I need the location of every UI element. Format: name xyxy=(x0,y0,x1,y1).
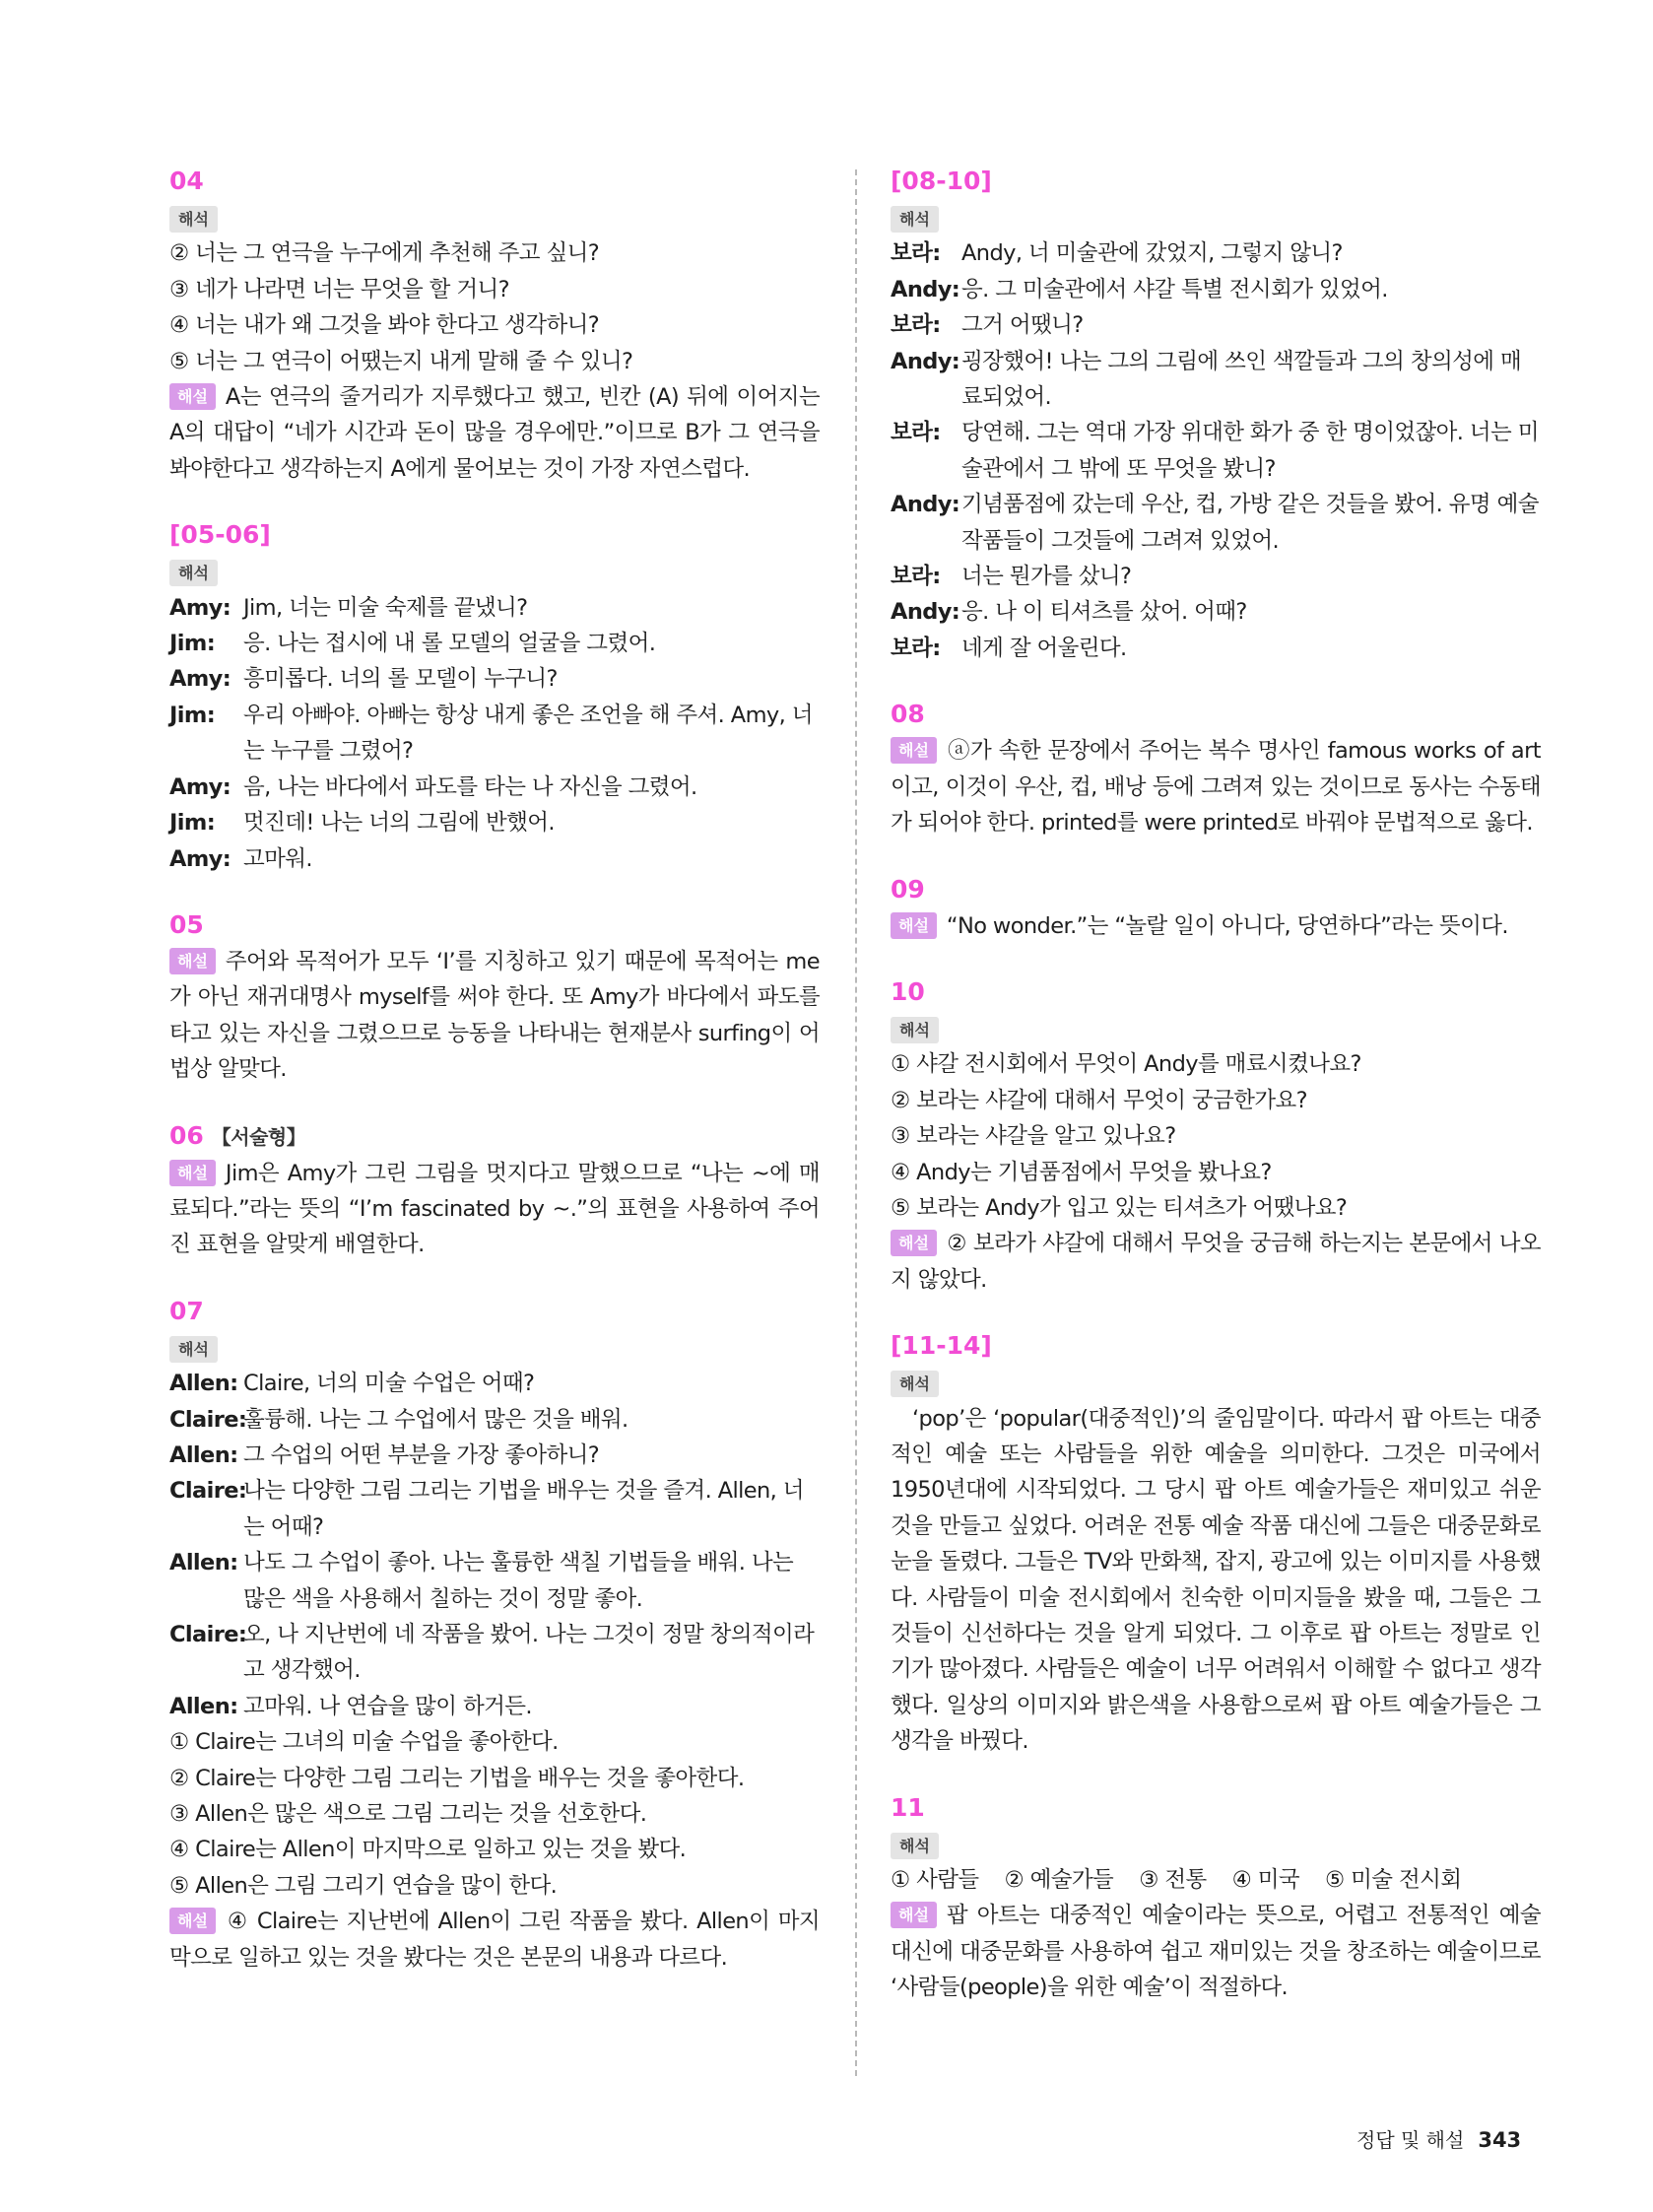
dialogue-line xyxy=(169,1689,820,1724)
answer-option: ② 너는 그 연극을 누구에게 추천해 주고 싶니? xyxy=(169,240,600,267)
speaker: Andy: xyxy=(891,276,960,302)
speaker: Andy: xyxy=(891,348,960,374)
question-number: 04 xyxy=(169,167,204,195)
speaker: 보라: xyxy=(891,635,941,661)
question-number: 09 xyxy=(891,874,925,904)
question-number: 10 xyxy=(891,976,925,1006)
translation-badge: 해석 xyxy=(891,206,939,233)
speaker: 보라: xyxy=(891,564,941,590)
answer-option: ⑤ Allen은 그림 그리기 연습을 많이 한다. xyxy=(169,1872,558,1899)
utterance: 멋진데! 나는 너의 그림에 반했어. xyxy=(243,810,555,837)
answer-option: ② Claire는 다양한 그림 그리는 기법을 배우는 것을 좋아한다. xyxy=(169,1765,745,1791)
utterance: 고마워. 나 연습을 많이 하거든. xyxy=(243,1693,532,1719)
utterance: 우리 아빠야. 아빠는 항상 내게 좋은 조언을 해 주셔. Amy, 너는 누구를 그렸어? xyxy=(243,702,813,765)
answer-option: ④ Andy는 기념품점에서 무엇을 봤나요? xyxy=(891,1159,1272,1185)
explanation xyxy=(169,944,820,1088)
section-05 xyxy=(169,906,820,1088)
question-number: 07 xyxy=(169,1296,204,1325)
utterance: 그 수업의 어떤 부분을 가장 좋아하니? xyxy=(243,1441,600,1468)
utterance: 네게 잘 어울린다. xyxy=(961,635,1127,661)
dialogue-line xyxy=(891,487,1541,559)
utterance: 음, 나는 바다에서 파도를 타는 나 자신을 그렸어. xyxy=(243,773,697,800)
utterance: 오, 나 지난번에 네 작품을 봤어. 나는 그것이 정말 창의적이라고 생각했어. xyxy=(243,1622,815,1684)
explanation-text: ② 보라가 샤갈에 대해서 무엇을 궁금해 하는지는 본문에서 나오지 않았다. xyxy=(891,1231,1541,1293)
dialogue-line xyxy=(891,235,1541,271)
utterance: 고마워. xyxy=(243,845,312,872)
utterance: Claire, 너의 미술 수업은 어때? xyxy=(243,1371,535,1397)
speaker: Allen: xyxy=(169,1550,238,1576)
translation-badge: 해석 xyxy=(891,1833,939,1859)
speaker: Allen: xyxy=(169,1693,238,1719)
speaker: Andy: xyxy=(891,492,960,518)
speaker: 보라: xyxy=(891,240,941,267)
dialogue-line xyxy=(169,770,820,805)
question-heading xyxy=(169,1117,820,1156)
speaker: Jim: xyxy=(169,631,216,657)
dialogue-line xyxy=(169,626,820,661)
explanation-text: ⓐ가 속한 문장에서 주어는 복수 명사인 famous works of art이고, 이것이 우산, 컵, 배낭 등에 그려져 있는 것이므로 동사는 수동태가 되어야 한다. printed를 were printed로 바꿔야 문법적으로 옳다. xyxy=(891,738,1541,837)
question-number: 06 xyxy=(169,1120,204,1150)
section-08 xyxy=(891,696,1541,840)
answer-option: ① 샤갈 전시회에서 무엇이 Andy를 매료시켰나요? xyxy=(891,1051,1361,1078)
utterance: Jim, 너는 미술 숙제를 끝냈니? xyxy=(243,594,528,621)
explanation-badge: 해설 xyxy=(169,1908,216,1934)
utterance: 너는 뭔가를 샀니? xyxy=(961,564,1132,590)
utterance: 응. 나 이 티셔츠를 샀어. 어때? xyxy=(961,599,1247,626)
section-10 xyxy=(891,973,1541,1298)
question-number: [11-14] xyxy=(891,1331,992,1361)
answer-option: ① Claire는 그녀의 미술 수업을 좋아한다. xyxy=(169,1729,559,1756)
answer-option: ③ Allen은 많은 색으로 그림 그리는 것을 선호한다. xyxy=(169,1801,647,1828)
explanation xyxy=(169,1156,820,1263)
speaker: Amy: xyxy=(169,594,231,621)
speaker: 보라: xyxy=(891,312,941,339)
section-04 xyxy=(169,163,820,487)
explanation xyxy=(891,1226,1541,1298)
dialogue-line xyxy=(169,1473,820,1545)
explanation-text: Jim은 Amy가 그린 그림을 멋지다고 말했으므로 “나는 ~에 매료되다.”라는 뜻의 “I’m fascinated by ~.”의 표현을 사용하여 주어진 표현을 알맞게 배열한다. xyxy=(169,1160,820,1258)
speaker: Amy: xyxy=(169,773,231,800)
translation-badge: 해석 xyxy=(169,1336,218,1363)
explanation xyxy=(169,1904,820,1976)
translation-badge: 해석 xyxy=(169,560,218,586)
answer-option: ④ 너는 내가 왜 그것을 봐야 한다고 생각하니? xyxy=(169,312,600,339)
column-divider xyxy=(855,169,857,2076)
dialogue-line xyxy=(169,1438,820,1473)
passage-translation: ‘pop’은 ‘popular(대중적인)’의 줄임말이다. 따라서 팝 아트는 대중적인 예술 또는 사람들을 위한 예술을 의미한다. 그것은 미국에서 1950년대에 시작되었다. 그 당시 팝 아트 예술가들은 재미있고 쉬운 것을 만들고 싶었다. 어려운 전통 예술 작품 대신에 그들은 대중문화로 눈을 돌렸다. 그들은 TV와 만화책, 잡지, 광고에 있는 이미지를 사용했다. 사람들이 미술 전시회에서 친숙한 이미지들을 봤을 때, 그들은 그것들이 신선하다는 것을 알게 되었다. 그 이후로 팝 아트는 정말로 인기가 많아졌다. 사람들은 예술이 너무 어려워서 이해할 수 없다고 생각했다. 일상의 이미지와 밝은색을 사용함으로써 팝 아트 예술가들은 그 생각을 바꿨다. xyxy=(891,1405,1541,1755)
utterance: 나는 다양한 그림 그리는 기법을 배우는 것을 즐겨. Allen, 너는 어때? xyxy=(243,1478,804,1540)
utterance: Andy, 너 미술관에 갔었지, 그렇지 않니? xyxy=(961,240,1343,267)
choice-list xyxy=(891,1862,1541,1898)
dialogue-line xyxy=(169,1366,820,1401)
explanation-text: ④ Claire는 지난번에 Allen이 그린 작품을 봤다. Allen이 마지막으로 일하고 있는 것을 봤다는 것은 본문의 내용과 다르다. xyxy=(169,1909,820,1971)
utterance: 응. 그 미술관에서 샤갈 특별 전시회가 있었어. xyxy=(961,276,1388,302)
dialogue-line xyxy=(891,631,1541,666)
dialogue-line xyxy=(891,344,1541,416)
answer-option: ④ 미국 xyxy=(1231,1867,1300,1894)
answer-option: ⑤ 너는 그 연극이 어땠는지 내게 말해 줄 수 있니? xyxy=(169,348,633,374)
speaker: Allen: xyxy=(169,1441,238,1468)
dialogue-line xyxy=(169,1617,820,1689)
answer-option: ③ 네가 나라면 너는 무엇을 할 거니? xyxy=(169,276,509,302)
speaker: Andy: xyxy=(891,599,960,626)
explanation-badge: 해설 xyxy=(169,1160,216,1186)
explanation-text: A는 연극의 줄거리가 지루했다고 했고, 빈칸 (A) 뒤에 이어지는 A의 대답이 “네가 시간과 돈이 많을 경우에만.”이므로 B가 그 연극을 봐야한다고 생각하는지 A에게 물어보는 것이 가장 자연스럽다. xyxy=(169,384,820,482)
speaker: Amy: xyxy=(169,845,231,872)
explanation-text: 주어와 목적어가 모두 ‘I’를 지칭하고 있기 때문에 목적어는 me가 아닌 재귀대명사 myself를 써야 한다. 또 Amy가 바다에서 파도를 타고 있는 자신을 그렸으므로 능동을 나타내는 현재분사 surfing이 어법상 알맞다. xyxy=(169,948,820,1083)
question-number: 08 xyxy=(891,700,925,729)
translation-badge: 해석 xyxy=(891,1371,939,1397)
utterance: 나도 그 수업이 좋아. 나는 훌륭한 색칠 기법들을 배워. 나는 많은 색을 사용해서 칠하는 것이 정말 좋아. xyxy=(243,1550,794,1612)
answer-option: ⑤ 보라는 Andy가 입고 있는 티셔츠가 어땠나요? xyxy=(891,1194,1348,1221)
answer-option: ③ 전통 xyxy=(1139,1867,1207,1894)
explanation xyxy=(891,908,1541,944)
dialogue-line xyxy=(169,698,820,770)
speaker: Jim: xyxy=(169,702,216,728)
explanation-badge: 해설 xyxy=(169,948,216,974)
utterance: 응. 나는 접시에 내 롤 모델의 얼굴을 그렸어. xyxy=(243,631,656,657)
section-11-14 xyxy=(891,1327,1541,1759)
translation-badge: 해석 xyxy=(169,206,218,233)
question-number: [08-10] xyxy=(891,167,992,195)
answer-option: ① 사람들 xyxy=(891,1867,979,1894)
answer-option: ⑤ 미술 전시회 xyxy=(1325,1867,1462,1894)
speaker: Allen: xyxy=(169,1371,238,1397)
answer-option: ③ 보라는 샤갈을 알고 있나요? xyxy=(891,1123,1176,1150)
section-08-10 xyxy=(891,163,1541,666)
dialogue-line xyxy=(891,307,1541,343)
utterance: 당연해. 그는 역대 가장 위대한 화가 중 한 명이었잖아. 너는 미술관에서 그 밖에 또 무엇을 봤니? xyxy=(961,420,1539,482)
answer-option: ② 예술가들 xyxy=(1004,1867,1114,1894)
right-column xyxy=(891,163,1541,2036)
explanation xyxy=(891,733,1541,840)
answer-option: ② 보라는 샤갈에 대해서 무엇이 궁금한가요? xyxy=(891,1087,1307,1113)
left-column xyxy=(169,163,820,2005)
dialogue-line xyxy=(169,841,820,877)
explanation-badge: 해설 xyxy=(891,1902,937,1928)
dialogue-line xyxy=(891,594,1541,630)
speaker: Amy: xyxy=(169,666,231,693)
speaker: Claire: xyxy=(169,1622,247,1647)
section-11 xyxy=(891,1789,1541,2006)
speaker: Claire: xyxy=(169,1478,247,1505)
question-number: [05-06] xyxy=(169,520,271,550)
explanation-badge: 해설 xyxy=(891,912,937,939)
explanation-text: “No wonder.”는 “놀랄 일이 아니다, 당연하다”라는 뜻이다. xyxy=(946,912,1508,939)
question-number: 11 xyxy=(891,1792,925,1822)
dialogue-line xyxy=(891,415,1541,487)
dialogue-line xyxy=(169,661,820,697)
dialogue-line xyxy=(891,559,1541,594)
answer-option: ④ Claire는 Allen이 마지막으로 일하고 있는 것을 봤다. xyxy=(169,1837,687,1863)
speaker: 보라: xyxy=(891,420,941,446)
dialogue-line xyxy=(891,272,1541,307)
dialogue-line xyxy=(169,1402,820,1438)
utterance: 굉장했어! 나는 그의 그림에 쓰인 색깔들과 그의 창의성에 매료되었어. xyxy=(961,348,1522,411)
explanation xyxy=(169,379,820,487)
footer-label: 정답 및 해설 xyxy=(1356,2128,1465,2152)
question-number: 05 xyxy=(169,909,204,939)
section-05-06 xyxy=(169,516,820,877)
question-type-tag: 【서술형】 xyxy=(211,1124,306,1149)
explanation-badge: 해설 xyxy=(891,737,937,764)
utterance: 흥미롭다. 너의 롤 모델이 누구니? xyxy=(243,666,558,693)
translation-badge: 해석 xyxy=(891,1017,939,1043)
utterance: 그거 어땠니? xyxy=(961,312,1084,339)
section-09 xyxy=(891,871,1541,944)
speaker: Claire: xyxy=(169,1406,247,1433)
explanation-badge: 해설 xyxy=(891,1230,937,1256)
page-footer xyxy=(1356,2124,1521,2153)
section-07 xyxy=(169,1293,820,1976)
dialogue-line xyxy=(169,1545,820,1617)
page-number: 343 xyxy=(1478,2128,1522,2152)
dialogue-line xyxy=(169,590,820,626)
section-06 xyxy=(169,1117,820,1263)
utterance: 기념품점에 갔는데 우산, 컵, 가방 같은 것들을 봤어. 유명 예술 작품들이 그것들에 그려져 있었어. xyxy=(961,492,1539,554)
dialogue-line xyxy=(169,805,820,840)
utterance: 훌륭해. 나는 그 수업에서 많은 것을 배워. xyxy=(243,1406,628,1433)
explanation xyxy=(891,1898,1541,2005)
speaker: Jim: xyxy=(169,810,216,837)
explanation-badge: 해설 xyxy=(169,383,216,410)
explanation-text: 팝 아트는 대중적인 예술이라는 뜻으로, 어렵고 전통적인 예술 대신에 대중문화를 사용하여 쉽고 재미있는 것을 창조하는 예술이므로 ‘사람들(people)을 위한 예술’이 적절하다. xyxy=(891,1903,1541,2001)
